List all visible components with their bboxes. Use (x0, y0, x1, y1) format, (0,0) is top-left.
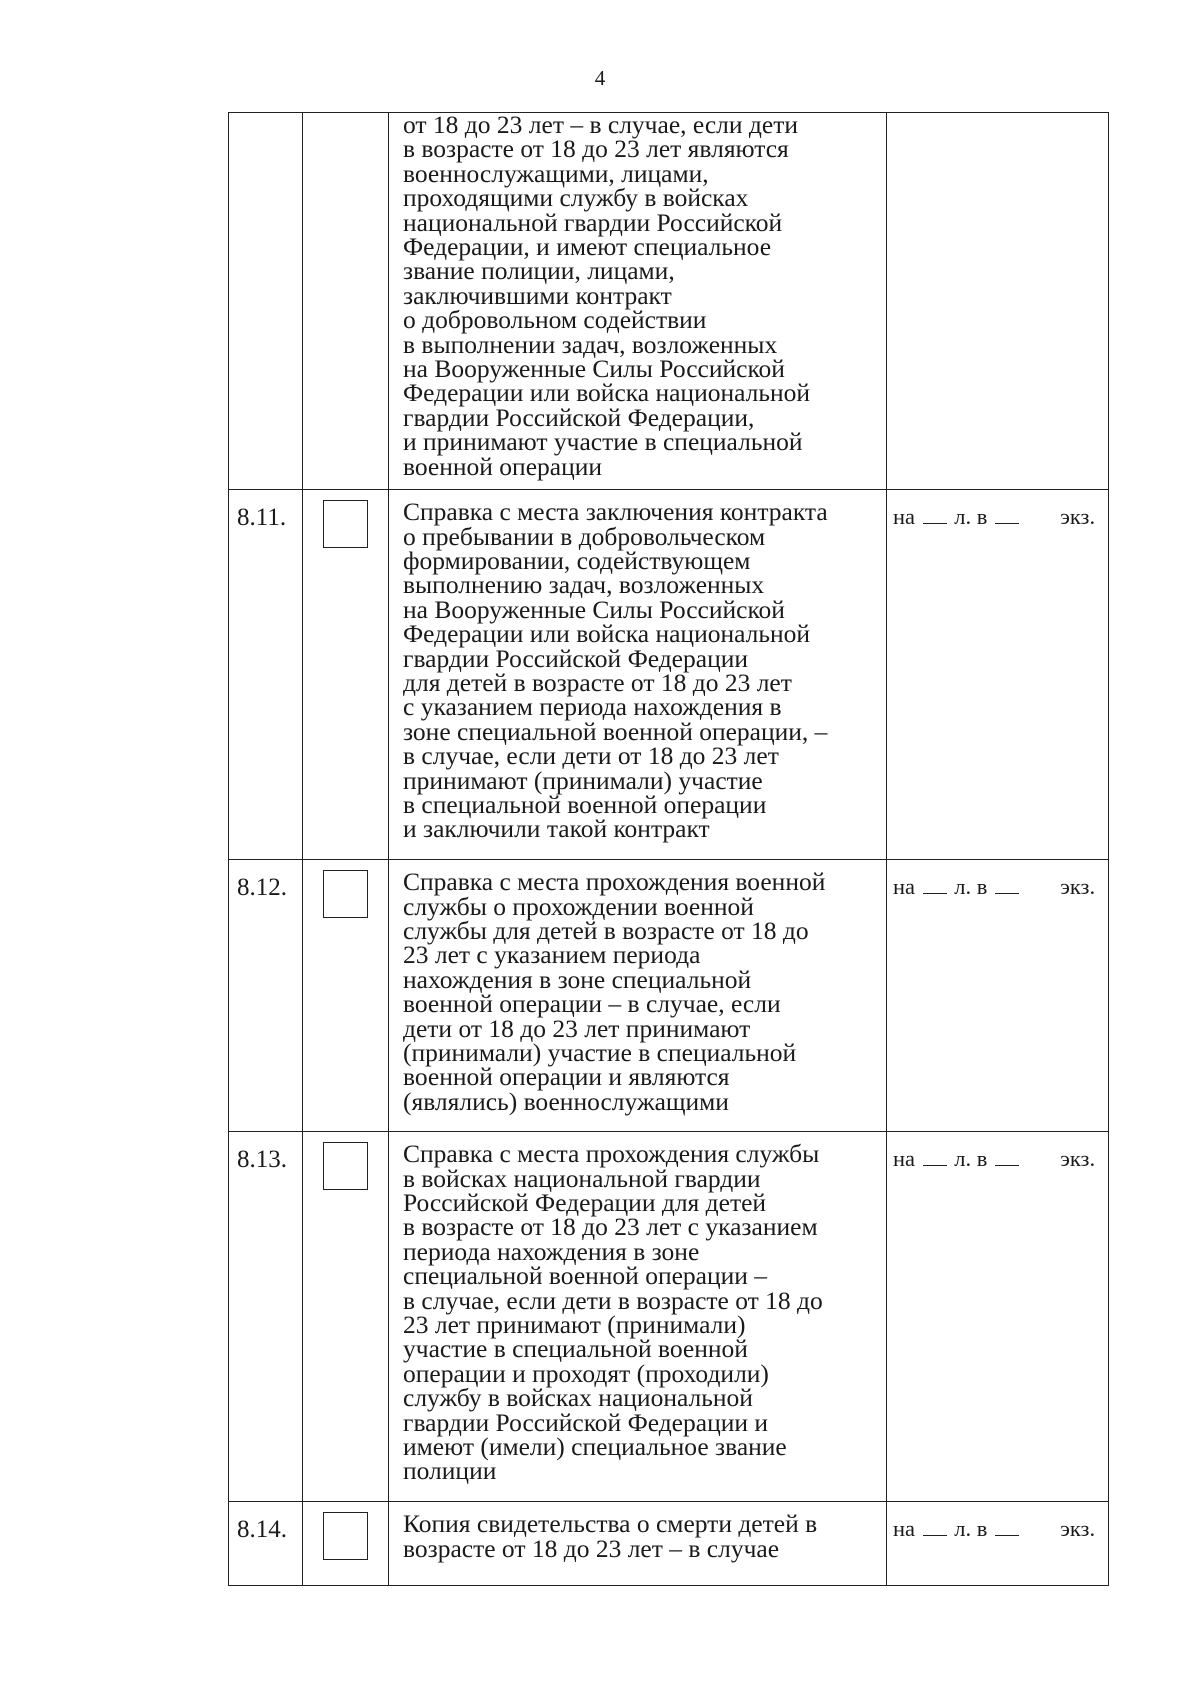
copies-blank[interactable] (995, 1519, 1019, 1536)
row-number: 8.11. (229, 490, 303, 860)
table-row-8-14 (229, 1502, 1109, 1586)
copies-cell (887, 113, 1109, 490)
checkbox-cell (303, 490, 389, 860)
copies-ekz-label: экз. (1060, 504, 1096, 530)
copies-blank[interactable] (995, 1149, 1019, 1166)
copies-ekz-label: экз. (1060, 874, 1096, 900)
copies-na-label: на (893, 1516, 916, 1542)
document-checkbox[interactable] (323, 1512, 368, 1560)
sheets-blank[interactable] (923, 877, 947, 894)
copies-ekz-label: экз. (1060, 1146, 1096, 1172)
sheets-blank[interactable] (923, 1149, 947, 1166)
checkbox-cell (303, 113, 389, 490)
copies-field (887, 860, 1109, 1132)
copies-na-label: на (893, 1146, 916, 1172)
copies-na-label: на (893, 504, 916, 530)
row-description: Копия свидетельства о смерти детей в возрасте от 18 до 23 лет – в случае (389, 1502, 887, 1586)
table-row-8-12 (229, 860, 1109, 1132)
row-number: 8.14. (229, 1502, 303, 1586)
row-description: Справка с места прохождения военной службы о прохождении военной службы для детей в возрасте от 18 до 23 лет с указанием периода нахождения в зоне специальной военной операции – в случае, если дети от 18 до 23 лет принимают (принимали) участие в специальной военной операции и являются (являлись) военнослужащими (389, 860, 887, 1132)
checkbox-cell (303, 1502, 389, 1586)
row-number (229, 113, 303, 490)
copies-field (887, 490, 1109, 860)
row-description: Справка с места прохождения службы в войсках национальной гвардии Российской Федерации для детей в возрасте от 18 до 23 лет с указанием периода нахождения в зоне специальной военной операции – в случае, если дети в возрасте от 18 до 23 лет принимают (принимали) участие в специальной военной операции и проходят (проходили) службу в войсках национальной гвардии Российской Федерации и имеют (имели) специальное звание полиции (389, 1132, 887, 1502)
table-row-continuation (229, 113, 1109, 490)
copies-l-label: л. в (954, 874, 988, 900)
copies-field (887, 1502, 1109, 1586)
table-row-8-11 (229, 490, 1109, 860)
copies-l-label: л. в (954, 1146, 988, 1172)
copies-ekz-label: экз. (1060, 1516, 1096, 1542)
document-checkbox[interactable] (323, 1142, 368, 1190)
copies-l-label: л. в (954, 504, 988, 530)
copies-l-label: л. в (954, 1516, 988, 1542)
copies-blank[interactable] (995, 507, 1019, 524)
document-table (228, 112, 1109, 1586)
copies-field (887, 1132, 1109, 1502)
row-number: 8.13. (229, 1132, 303, 1502)
document-checkbox[interactable] (323, 870, 368, 918)
page-number: 4 (594, 66, 606, 90)
row-description: Справка с места заключения контракта о пребывании в добровольческом формировании, содействующем выполнению задач, возложенных на Вооруженные Силы Российской Федерации или войска национальной гвардии Российской Федерации для детей в возрасте от 18 до 23 лет с указанием периода нахождения в зоне специальной военной операции, – в случае, если дети от 18 до 23 лет принимают (принимали) участие в специальной военной операции и заключили такой контракт (389, 490, 887, 860)
copies-blank[interactable] (995, 877, 1019, 894)
table-row-8-13 (229, 1132, 1109, 1502)
checkbox-cell (303, 860, 389, 1132)
row-description: от 18 до 23 лет – в случае, если дети в возрасте от 18 до 23 лет являются военнослужащими, лицами, проходящими службу в войсках национальной гвардии Российской Федерации, и имеют специальное звание полиции, лицами, заключившими контракт о добровольном содействии в выполнении задач, возложенных на Вооруженные Силы Российской Федерации или войска национальной гвардии Российской Федерации, и принимают участие в специальной военной операции (389, 113, 887, 490)
copies-na-label: на (893, 874, 916, 900)
checkbox-cell (303, 1132, 389, 1502)
sheets-blank[interactable] (923, 507, 947, 524)
row-number: 8.12. (229, 860, 303, 1132)
sheets-blank[interactable] (923, 1519, 947, 1536)
document-checkbox[interactable] (323, 500, 368, 548)
